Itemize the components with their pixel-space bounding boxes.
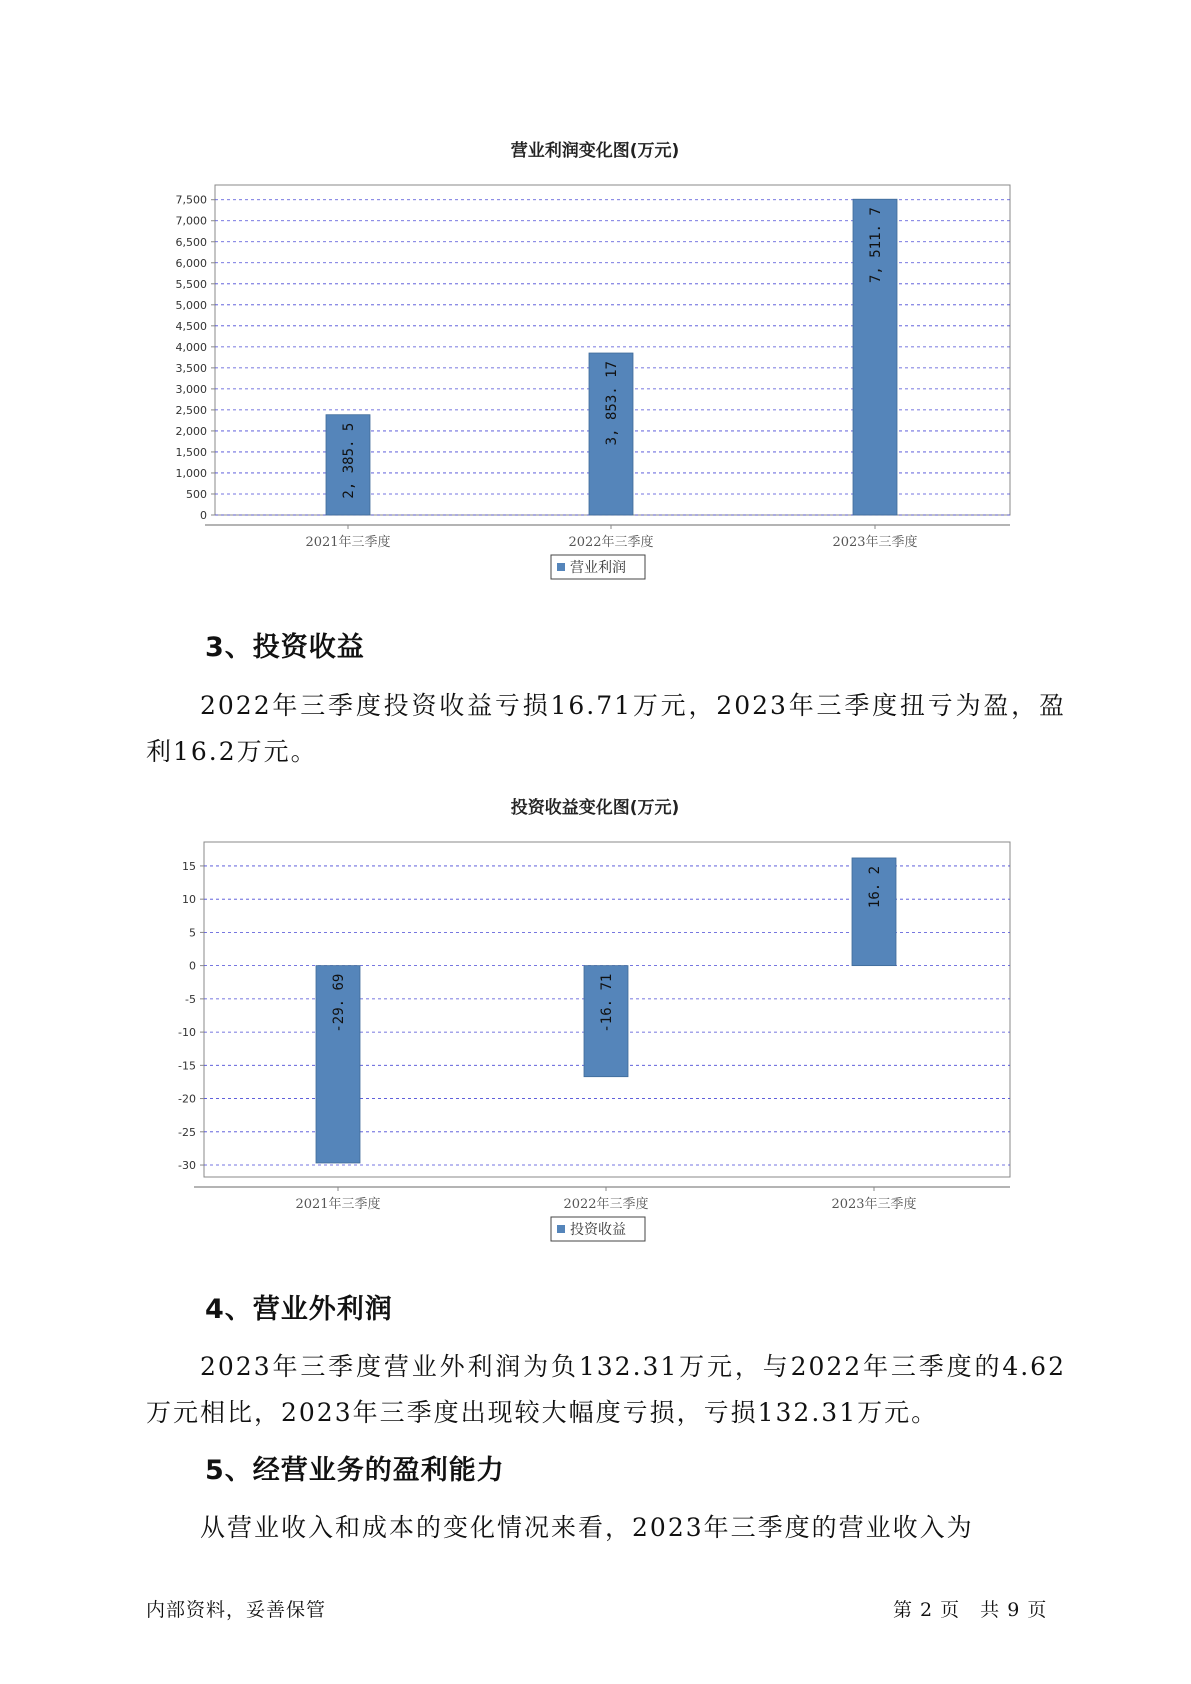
footer-page-number: 第 2 页 共 9 页 (893, 1599, 1048, 1621)
footer-confidential-note: 内部资料，妥善保管 (146, 1599, 327, 1621)
legend-label: 营业利润 (570, 560, 626, 576)
x-category-label: 2022年三季度 (568, 535, 654, 550)
bar-value-label: 2, 385. 5 (341, 422, 357, 499)
x-category-label: 2021年三季度 (305, 535, 391, 550)
y-tick-label: -30 (178, 1159, 196, 1173)
chart-legend (551, 555, 645, 579)
y-tick-label: 5,500 (175, 277, 207, 291)
y-tick-label: -15 (178, 1059, 196, 1073)
y-tick-label: -25 (178, 1125, 196, 1139)
y-tick-label: 15 (182, 859, 196, 873)
operating-profit-chart (0, 130, 1191, 590)
y-tick-label: 2,500 (175, 403, 207, 417)
bar-value-label: 3, 853. 17 (604, 361, 620, 446)
x-category-label: 2022年三季度 (563, 1197, 649, 1212)
y-tick-label: -10 (178, 1026, 196, 1040)
y-tick-label: 500 (186, 487, 207, 501)
y-tick-label: 4,000 (175, 340, 207, 354)
legend-swatch (557, 1225, 565, 1233)
section-paragraph-non-operating-profit: 2023年三季度营业外利润为负132.31万元，与2022年三季度的4.62万元相比，2023年三季度出现较大幅度亏损，亏损132.31万元。 (146, 1352, 1066, 1427)
y-tick-label: 7,000 (175, 214, 207, 228)
legend-label: 投资收益 (570, 1222, 626, 1238)
y-tick-label: 1,000 (175, 466, 207, 480)
y-tick-label: 6,500 (175, 235, 207, 249)
x-category-label: 2023年三季度 (831, 1197, 917, 1212)
operating-profit-chart-svg (0, 130, 1191, 590)
bar-value-label: -16. 71 (599, 973, 615, 1033)
y-tick-label: -5 (185, 992, 196, 1006)
section-paragraph-profitability: 从营业收入和成本的变化情况来看，2023年三季度的营业收入为 (200, 1513, 974, 1542)
bar-value-label: 7, 511. 7 (868, 207, 884, 284)
x-category-label: 2021年三季度 (295, 1197, 381, 1212)
y-tick-label: 0 (189, 959, 196, 973)
chart-title: 投资收益变化图(万元) (510, 798, 680, 818)
y-tick-label: 5 (189, 926, 196, 940)
section-heading-non-operating-profit: 4、营业外利润 (205, 1294, 393, 1325)
y-tick-label: 10 (182, 893, 196, 907)
y-tick-label: 3,500 (175, 361, 207, 375)
bar-value-label: -29. 69 (331, 973, 347, 1033)
y-tick-label: 7,500 (175, 193, 207, 207)
bar-value-label: 16. 2 (867, 865, 883, 909)
y-tick-label: 5,000 (175, 298, 207, 312)
section-paragraph-investment-income: 2022年三季度投资收益亏损16.71万元，2023年三季度扭亏为盈，盈利16.2万元。 (146, 691, 1066, 766)
chart-legend (551, 1217, 645, 1241)
y-tick-label: 0 (200, 509, 207, 522)
y-tick-label: 2,000 (175, 424, 207, 438)
legend-swatch (557, 563, 565, 571)
y-tick-label: 6,000 (175, 256, 207, 270)
section-heading-profitability: 5、经营业务的盈利能力 (205, 1455, 505, 1486)
y-tick-label: -20 (178, 1092, 196, 1106)
section-heading-investment-income: 3、投资收益 (205, 632, 365, 663)
x-category-label: 2023年三季度 (832, 535, 918, 550)
y-tick-label: 3,000 (175, 382, 207, 396)
investment-income-chart (0, 792, 1191, 1252)
chart-title: 营业利润变化图(万元) (510, 141, 680, 161)
investment-income-chart-svg (0, 792, 1191, 1252)
y-tick-label: 1,500 (175, 445, 207, 459)
y-tick-label: 4,500 (175, 319, 207, 333)
